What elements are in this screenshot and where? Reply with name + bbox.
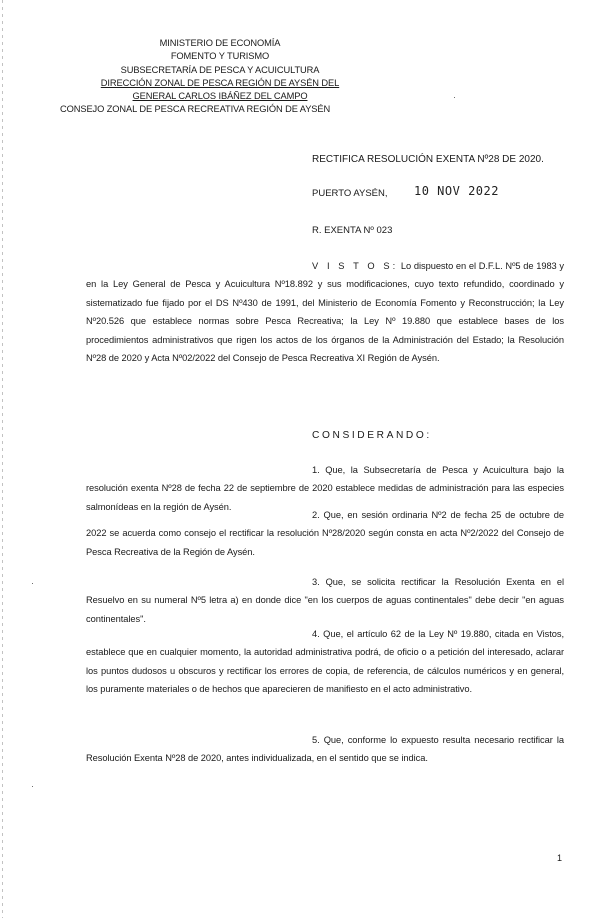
date-stamp: 10 NOV 2022: [414, 184, 499, 198]
considerando-heading: CONSIDERANDO:: [312, 430, 432, 441]
considerando-3: 3. Que, se solicita rectificar la Resolución Exenta en el Resuelvo en su numeral Nº5 letra a) en donde dice "en los cuerpos de aguas continentales" debe decir "en aguas continentales".: [86, 577, 564, 624]
header-ministry-sub: FOMENTO Y TURISMO: [170, 51, 270, 62]
resolution-number: R. EXENTA Nº 023: [312, 225, 393, 236]
document-title: RECTIFICA RESOLUCIÓN EXENTA Nº28 DE 2020.: [312, 154, 544, 165]
header-region: GENERAL CARLOS IBÁÑEZ DEL CAMPO: [132, 91, 308, 102]
scan-speck: ·: [453, 92, 456, 102]
considerando-5: 5. Que, conforme lo expuesto resulta necesario rectificar la Resolución Exenta Nº28 de 2020, antes individualizada, en el sentido que se indica.: [86, 735, 564, 764]
vistos-text: Lo dispuesto en el D.F.L. Nº5 de 1983 y en la Ley General de Pesca y Acuicultura Nº18.892 y sus modificaciones, cuyo texto refundido, coordinado y sistematizado fue fijado por el DS Nº430 de 1991, del Ministerio de Economía Fomento y Reconstrucción; la Ley Nº20.526 que establece normas sobre Pesca Recreativa; la Ley Nº 19.880 que establece bases de los procedimientos administrativos que rigen los actos de los órganos de la Administración del Estado; la Resolución Nº28 de 2020 y Acta Nº02/2022 del Consejo de Pesca Recreativa XI Región de Aysén.: [86, 261, 564, 364]
letterhead: [60, 37, 380, 117]
considerando-1: 1. Que, la Subsecretaría de Pesca y Acuicultura bajo la resolución exenta Nº28 de fecha 22 de septiembre de 2020 establece medidas de administración para las especies salmonídeas en la región de Aysén.: [86, 465, 564, 512]
document-city: PUERTO AYSÉN,: [312, 188, 388, 199]
considerando-4: 4. Que, el artículo 62 de la Ley Nº 19.880, citada en Vistos, establece que en cualquier momento, la autoridad administrativa podrá, de oficio o a petición del interesado, aclarar los puntos dudosos u obscuros y rectificar los errores de copia, de referencia, de cálculos numéricos y en general, los puramente materiales o de hechos que aparecieren de manifiesto en el acto administrativo.: [86, 629, 564, 695]
header-direccion: DIRECCIÓN ZONAL DE PESCA REGIÓN DE AYSÉN DEL: [100, 77, 340, 88]
header-consejo: CONSEJO ZONAL DE PESCA RECREATIVA REGIÓN DE AYSÉN: [60, 104, 331, 115]
header-ministry: MINISTERIO DE ECONOMÍA: [159, 38, 281, 48]
scan-speck: ·: [31, 578, 34, 588]
vistos-paragraph: [86, 257, 564, 367]
scan-margin-line: [2, 0, 3, 918]
header-subsecretaria: SUBSECRETARÍA DE PESCA Y ACUICULTURA: [120, 64, 320, 75]
scan-speck: ·: [31, 781, 34, 791]
page-number: 1: [557, 853, 563, 863]
considerando-2: 2. Que, en sesión ordinaria Nº2 de fecha 25 de octubre de 2022 se acuerda como consejo el rectificar la resolución Nº28/2020 según consta en acta Nº2/2022 del Consejo de Pesca Recreativa de la Región de Aysén.: [86, 510, 564, 557]
vistos-label: V I S T O S:: [312, 261, 399, 271]
